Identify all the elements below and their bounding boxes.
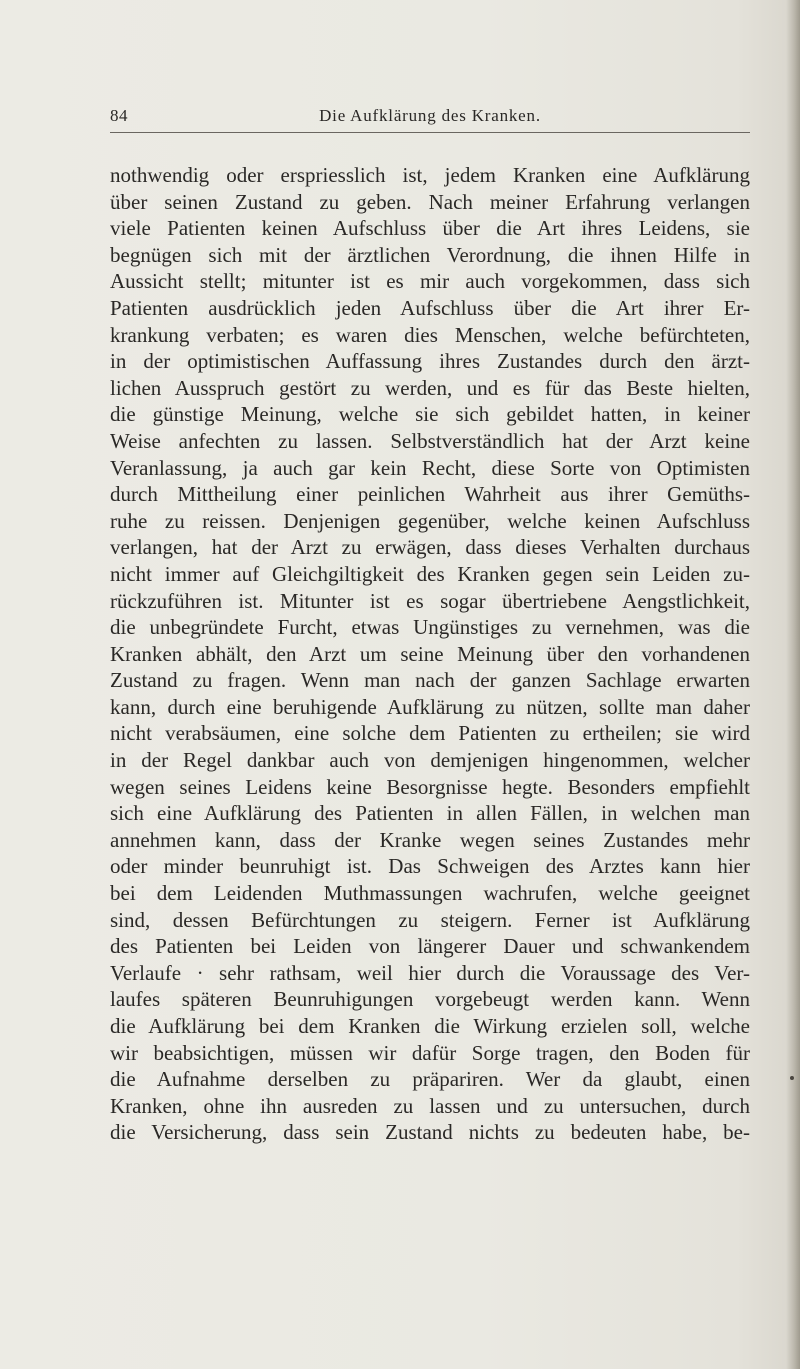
text-line: laufes späteren Beunruhigungen vorgebeugt werden kann. Wenn <box>110 987 750 1012</box>
text-line: Veranlassung, ja auch gar kein Recht, diese Sorte von Optimisten <box>110 455 750 480</box>
text-line: annehmen kann, dass der Kranke wegen seines Zustandes mehr <box>110 827 750 852</box>
page-edge-shadow <box>786 0 800 1369</box>
text-line: sich eine Aufklärung des Patienten in allen Fällen, in welchen man <box>110 801 750 826</box>
text-line: Kranken, ohne ihn ausreden zu lassen und zu untersuchen, durch <box>110 1093 750 1118</box>
text-line: nothwendig oder erspriesslich ist, jedem Kranken eine Aufklärung <box>110 163 750 187</box>
text-line: durch Mittheilung einer peinlichen Wahrheit aus ihrer Gemüths- <box>110 482 750 507</box>
text-line: Verlaufe · sehr rathsam, weil hier durch die Voraussage des Ver- <box>110 960 750 985</box>
text-line: Patienten ausdrücklich jeden Aufschluss über die Art ihrer Er- <box>110 295 750 320</box>
text-line: die günstige Meinung, welche sie sich gebildet hatten, in keiner <box>110 402 750 427</box>
text-line: nicht verabsäumen, eine solche dem Patienten zu ertheilen; sie wird <box>110 721 750 746</box>
body-text <box>110 162 750 1146</box>
running-head: Die Aufklärung des Kranken. <box>319 106 541 125</box>
page-number: 84 <box>110 106 128 125</box>
text-line: Zustand zu fragen. Wenn man nach der ganzen Sachlage erwarten <box>110 668 750 693</box>
text-line: kann, durch eine beruhigende Aufklärung zu nützen, sollte man daher <box>110 694 750 719</box>
page-header <box>110 102 750 133</box>
text-line: Kranken abhält, den Arzt um seine Meinung über den vorhandenen <box>110 641 750 666</box>
text-line: krankung verbaten; es waren dies Menschen, welche befürchteten, <box>110 322 750 347</box>
text-line: begnügen sich mit der ärztlichen Verordnung, die ihnen Hilfe in <box>110 242 750 267</box>
text-line: nicht immer auf Gleichgiltigkeit des Kranken gegen sein Leiden zu- <box>110 561 750 586</box>
text-line: die Aufklärung bei dem Kranken die Wirkung erzielen soll, welche <box>110 1014 750 1038</box>
text-line: die Versicherung, dass sein Zustand nichts zu bedeuten habe, be- <box>110 1120 750 1145</box>
text-line: Weise anfechten zu lassen. Selbstverständlich hat der Arzt keine <box>110 428 750 453</box>
text-line: ruhe zu reissen. Denjenigen gegenüber, welche keinen Aufschluss <box>110 508 750 533</box>
text-line: in der Regel dankbar auch von demjenigen hingenommen, welcher <box>110 748 750 773</box>
text-line: wegen seines Leidens keine Besorgnisse hegte. Besonders empfiehlt <box>110 774 750 799</box>
text-line: rückzuführen ist. Mitunter ist es sogar übertriebene Aengstlichkeit, <box>110 588 750 613</box>
margin-mark <box>790 1076 794 1080</box>
text-line: verlangen, hat der Arzt zu erwägen, dass dieses Verhalten durchaus <box>110 535 750 560</box>
text-line: wir beabsichtigen, müssen wir dafür Sorge tragen, den Boden für <box>110 1040 750 1065</box>
text-line: Aussicht stellt; mitunter ist es mir auch vorgekommen, dass sich <box>110 269 750 294</box>
text-line: sind, dessen Befürchtungen zu steigern. Ferner ist Aufklärung <box>110 907 750 932</box>
text-line: oder minder beunruhigt ist. Das Schweigen des Arztes kann hier <box>110 854 750 879</box>
text-line: lichen Ausspruch gestört zu werden, und es für das Beste hielten, <box>110 375 750 400</box>
text-line: die Aufnahme derselben zu präpariren. Wer da glaubt, einen <box>110 1067 750 1092</box>
text-line: viele Patienten keinen Aufschluss über die Art ihres Leidens, sie <box>110 216 750 241</box>
text-line: über seinen Zustand zu geben. Nach meiner Erfahrung verlangen <box>110 189 750 214</box>
text-line: bei dem Leidenden Muthmassungen wachrufen, welche geeignet <box>110 881 750 906</box>
text-line: des Patienten bei Leiden von längerer Dauer und schwankendem <box>110 934 750 959</box>
text-line: die unbegründete Furcht, etwas Ungünstiges zu vernehmen, was die <box>110 615 750 640</box>
text-line: in der optimistischen Auffassung ihres Zustandes durch den ärzt- <box>110 349 750 374</box>
